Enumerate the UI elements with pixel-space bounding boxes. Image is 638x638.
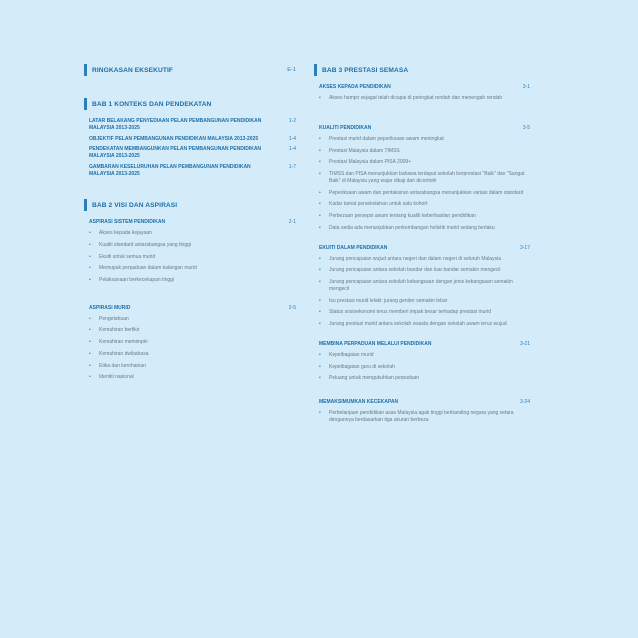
bullet-list bbox=[319, 352, 530, 382]
toc-entry[interactable] bbox=[89, 118, 296, 132]
toc-entry-title: KUALITI PENDIDIKAN bbox=[319, 124, 372, 131]
list-item: • Perbezaan persepsi awam tentang kualiti keberhasilan pendidikan bbox=[319, 213, 530, 220]
toc-entry[interactable] bbox=[319, 245, 530, 251]
chapter-3-title: BAB 3 PRESTASI SEMASA bbox=[322, 66, 409, 74]
toc-entry-page: 3-5 bbox=[522, 124, 530, 131]
list-item: • Pelaksanaan berkecekapan tinggi bbox=[89, 277, 296, 284]
toc-entry-title: PENDEKATAN MEMBANGUNKAN PELAN PEMBANGUNAN PENDIDIKAN MALAYSIA 2013-2025 bbox=[89, 146, 262, 159]
exec-summary-heading[interactable] bbox=[84, 64, 296, 76]
bullet-list bbox=[89, 230, 296, 284]
list-item: • Status sosioekonomi terus memberi impak besar terhadap prestasi murid bbox=[319, 309, 530, 316]
chapter-2-title: BAB 2 VISI DAN ASPIRASI bbox=[92, 201, 178, 209]
chapter-3-heading[interactable] bbox=[314, 64, 530, 76]
toc-entry-page: 1-7 bbox=[288, 163, 296, 170]
toc-entry-page: 2-1 bbox=[288, 219, 296, 226]
toc-entry-page: 3-21 bbox=[519, 340, 530, 347]
bullet-list bbox=[319, 136, 530, 232]
toc-entry-page: 1-2 bbox=[288, 118, 296, 124]
toc-entry[interactable] bbox=[89, 164, 296, 178]
list-item: • TIMSS dan PISA menunjukkan bahawa terdapat sekolah berprestasi "Baik" dan "Sangat Baik" di Malaysia yang wajar dikaji dan dicontohi bbox=[319, 171, 530, 185]
list-item: • Etika dan kerohanian bbox=[89, 363, 296, 370]
bullet-list bbox=[89, 316, 296, 382]
list-item: • Peperiksaan awam dan pentaksiran antarabangsa menunjukkan variasi dalam standard bbox=[319, 190, 530, 197]
list-item: • Jurang prestasi murid antara sekolah swasta dengan sekolah awam terus wujud bbox=[319, 321, 530, 328]
toc-entry[interactable] bbox=[319, 125, 530, 131]
toc-entry[interactable] bbox=[89, 219, 296, 226]
toc-entry[interactable] bbox=[319, 84, 530, 90]
right-column bbox=[314, 64, 530, 429]
list-item: • Akses hampir sejagat telah dicapai di peringkat rendah dan menengah rendah bbox=[319, 95, 530, 102]
chapter-2-heading[interactable] bbox=[84, 199, 296, 211]
toc-entry-page: 3-17 bbox=[519, 244, 530, 251]
list-item: • Akses kepada kejayaan bbox=[89, 230, 296, 237]
list-item: • Identiti nasional bbox=[89, 374, 296, 381]
chapter-1-heading[interactable] bbox=[84, 98, 296, 110]
list-item: • Peluang untuk mengukuhkan perpaduan bbox=[319, 375, 530, 382]
toc-entry[interactable] bbox=[319, 341, 530, 347]
toc-entry-page: 1-4 bbox=[288, 146, 296, 153]
toc-entry-page: 1-4 bbox=[288, 135, 296, 142]
list-item: • Memupuk perpaduan dalam kalangan murid bbox=[89, 265, 296, 272]
list-item: • Prestasi murid dalam peperiksaan awam meningkat bbox=[319, 136, 530, 143]
toc-entry-page: 3-24 bbox=[519, 399, 530, 405]
toc-entry[interactable] bbox=[319, 399, 530, 405]
list-item: • Kemahiran memimpin bbox=[89, 339, 296, 346]
list-item: • Kualiti standard antarabangsa yang tinggi bbox=[89, 242, 296, 249]
list-item: • Pengetahuan bbox=[89, 316, 296, 323]
toc-entry-page: 2-5 bbox=[288, 304, 296, 311]
exec-summary-title: RINGKASAN EKSEKUTIF bbox=[92, 66, 174, 74]
list-item: • Prestasi Malaysia dalam TIMSS bbox=[319, 148, 530, 155]
list-item: • Kadar tamat persekolahan untuk satu kohort bbox=[319, 201, 530, 208]
toc-entry-title: GAMBARAN KESELURUHAN PELAN PEMBANGUNAN PENDIDIKAN MALAYSIA 2013-2025 bbox=[89, 163, 251, 177]
chapter-1-title: BAB 1 KONTEKS DAN PENDEKATAN bbox=[92, 100, 212, 108]
list-item: • Jurang pencapaian antara sekolah bandar dan luar bandar semakin mengecil bbox=[319, 267, 530, 274]
list-item: • Jurang pencapaian wujud antara negeri dan dalam negeri di seluruh Malaysia bbox=[319, 256, 530, 263]
toc-entry[interactable] bbox=[89, 305, 296, 312]
bullet-list bbox=[319, 256, 530, 328]
toc-entry-title: MEMAKSIMUMKAN KECEKAPAN bbox=[319, 399, 399, 405]
left-column bbox=[84, 64, 296, 386]
bullet-list bbox=[319, 95, 530, 102]
toc-entry[interactable] bbox=[89, 136, 296, 143]
toc-entry-title: MEMBINA PERPADUAN MELALUI PENDIDIKAN bbox=[319, 340, 432, 347]
toc-entry-title: LATAR BELAKANG PENYEDIAAN PELAN PEMBANGUNAN PENDIDIKAN MALAYSIA 2013-2025 bbox=[89, 118, 262, 131]
list-item: • Kepelbagaian murid bbox=[319, 352, 530, 359]
list-item: • Kemahiran dwibahasa bbox=[89, 351, 296, 358]
toc-entry-title: AKSES KEPADA PENDIDIKAN bbox=[319, 84, 391, 90]
list-item: • Prestasi Malaysia dalam PISA 2009+ bbox=[319, 159, 530, 166]
toc-entry-title: ASPIRASI MURID bbox=[89, 304, 131, 311]
list-item: • Ekuiti untuk semua murid bbox=[89, 254, 296, 261]
list-item: • Jurang pencapaian antara sekolah kebangsaan dengan jenis kebangsaan semakin mengecil bbox=[319, 279, 530, 293]
list-item: • Perbelanjaan pendidikan asas Malaysia agak tinggi berbanding negara yang setara dengannya berdasarkan tiga ukuran berbeza bbox=[319, 410, 530, 424]
exec-summary-page: E-1 bbox=[287, 67, 296, 73]
toc-entry-title: OBJEKTIF PELAN PEMBANGUNAN PENDIDIKAN MALAYSIA 2013-2025 bbox=[89, 135, 259, 142]
list-item: • Data sedia ada menunjukkan perkembangan holistik murid sedang berlaku bbox=[319, 225, 530, 232]
list-item: • Kepelbagaian guru di sekolah bbox=[319, 364, 530, 371]
list-item: • Isu prestasi murid lelaki: jurang gender semakin lebar bbox=[319, 298, 530, 305]
toc-entry-page: 3-1 bbox=[522, 84, 530, 90]
bullet-list bbox=[319, 410, 530, 424]
list-item: • Kemahiran berfikir bbox=[89, 327, 296, 334]
toc-entry-title: ASPIRASI SISTEM PENDIDIKAN bbox=[89, 219, 166, 226]
toc-entry[interactable] bbox=[89, 146, 296, 160]
toc-entry-title: EKUITI DALAM PENDIDIKAN bbox=[319, 244, 388, 251]
